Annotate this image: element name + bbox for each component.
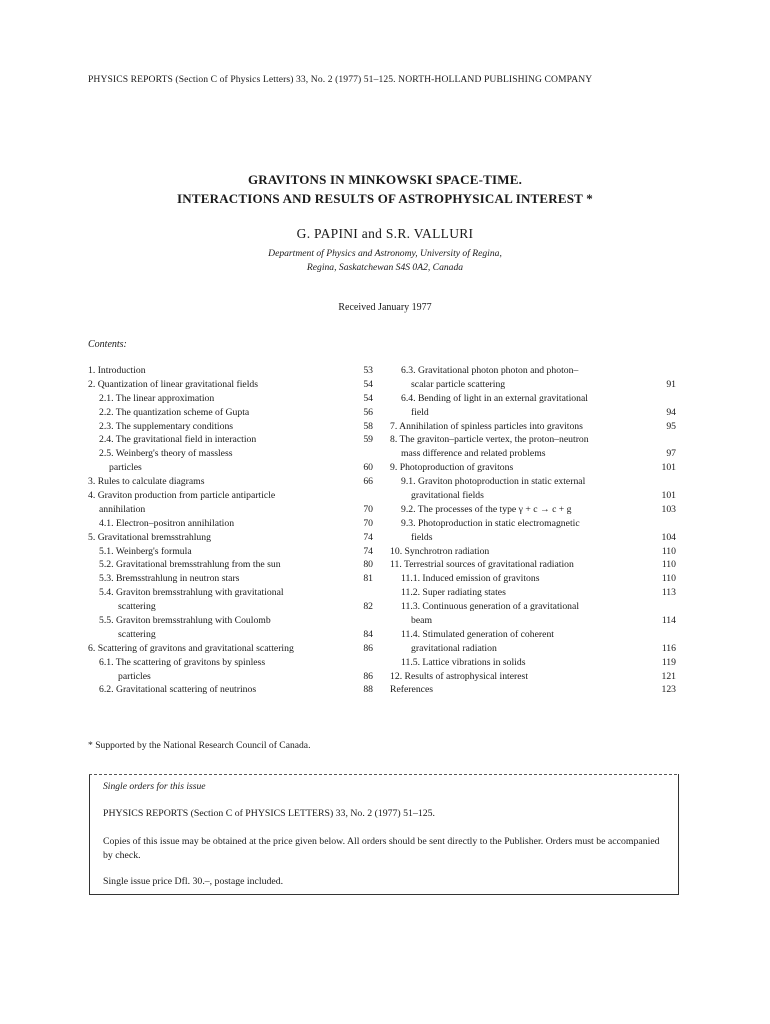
- toc-entry: [88, 670, 373, 684]
- toc-entry: [390, 586, 685, 600]
- toc-entry-title: 9. Photoproduction of gravitons: [390, 462, 514, 474]
- toc-entry: [390, 572, 685, 586]
- toc-entry-title: 7. Annihilation of spinless particles into gravitons: [390, 420, 583, 432]
- toc-entry-page: 95: [666, 420, 676, 432]
- toc-entry-page: 97: [666, 448, 676, 460]
- toc-entry: [390, 531, 685, 545]
- toc-entry-title: 11.5. Lattice vibrations in solids: [401, 656, 526, 668]
- toc-entry-title: 11.1. Induced emission of gravitons: [401, 573, 540, 585]
- order-box-price: Single issue price Dfl. 30.–, postage included.: [103, 876, 284, 887]
- toc-entry: [88, 503, 373, 517]
- toc-entry: [390, 683, 685, 697]
- toc-entry-page: 110: [661, 545, 676, 557]
- toc-entry-title: scattering: [118, 628, 156, 640]
- toc-entry-title: particles: [118, 670, 151, 682]
- toc-entry-page: 104: [661, 531, 676, 543]
- journal-header: PHYSICS REPORTS (Section C of Physics Letters) 33, No. 2 (1977) 51–125. NORTH-HOLLAND PUBLISHING COMPANY: [88, 74, 593, 85]
- toc-entry-title: 5.2. Gravitational bremsstrahlung from the sun: [99, 559, 281, 571]
- toc-entry-page: 60: [363, 462, 373, 474]
- toc-entry-page: 101: [661, 490, 676, 502]
- toc-entry-page: 91: [666, 378, 676, 390]
- toc-entry: [390, 656, 685, 670]
- toc-entry: [88, 545, 373, 559]
- toc-entry: [88, 447, 373, 461]
- toc-entry-title: beam: [411, 615, 432, 627]
- toc-entry-title: scattering: [118, 601, 156, 613]
- order-box-citation: PHYSICS REPORTS (Section C of PHYSICS LETTERS) 33, No. 2 (1977) 51–125.: [103, 808, 435, 819]
- toc-entry-title: 4.1. Electron–positron annihilation: [99, 517, 235, 529]
- toc-entry-title: gravitational fields: [411, 490, 484, 502]
- toc-entry-page: 84: [363, 628, 373, 640]
- toc-entry: [390, 503, 685, 517]
- toc-entry-page: 66: [363, 476, 373, 488]
- toc-entry-page: 59: [363, 434, 373, 446]
- toc-entry-page: 113: [661, 587, 676, 599]
- toc-entry-title: 2.3. The supplementary conditions: [99, 420, 234, 432]
- toc-entry-title: fields: [411, 531, 433, 543]
- toc-entry-title: 1. Introduction: [88, 365, 146, 376]
- toc-entry: [88, 600, 373, 614]
- toc-entry: [88, 475, 373, 489]
- toc-entry-page: 119: [661, 656, 676, 668]
- toc-entry: [390, 461, 685, 475]
- toc-entry: [390, 558, 685, 572]
- toc-entry-page: 101: [661, 462, 676, 474]
- order-box-label: Single orders for this issue: [103, 781, 206, 792]
- contents-label: Contents:: [88, 339, 127, 350]
- toc-entry-title: 9.2. The processes of the type γ + c → c + g: [401, 503, 572, 515]
- toc-entry-page: 94: [666, 406, 676, 418]
- toc-entry-page: 86: [363, 670, 373, 682]
- toc-left-column: [88, 364, 373, 697]
- toc-entry: [88, 392, 373, 406]
- toc-entry-page: 81: [363, 573, 373, 585]
- toc-entry-title: 9.3. Photoproduction in static electromagnetic: [401, 517, 580, 529]
- toc-entry: [390, 614, 685, 628]
- toc-entry-title: 11. Terrestrial sources of gravitational radiation: [390, 559, 574, 571]
- toc-entry-title: 6. Scattering of gravitons and gravitational scattering: [88, 642, 294, 654]
- toc-entry: [390, 545, 685, 559]
- toc-entry-page: 82: [363, 601, 373, 613]
- toc-entry-page: 103: [661, 503, 676, 515]
- toc-entry-title: 11.4. Stimulated generation of coherent: [401, 628, 554, 640]
- toc-entry: [88, 642, 373, 656]
- toc-entry-page: 123: [661, 684, 676, 696]
- toc-entry: [390, 489, 685, 503]
- toc-entry: [88, 489, 373, 503]
- toc-entry-title: 5.1. Weinberg's formula: [99, 545, 192, 557]
- toc-entry-page: 70: [363, 503, 373, 515]
- toc-entry-page: 114: [661, 615, 676, 627]
- toc-entry-title: 11.3. Continuous generation of a gravitational: [401, 601, 580, 613]
- toc-entry: [390, 433, 685, 447]
- toc-entry-page: 88: [363, 684, 373, 696]
- affiliation-line-2: Regina, Saskatchewan S4S 0A2, Canada: [306, 262, 464, 273]
- toc-entry-page: 53: [363, 365, 373, 376]
- authors: G. PAPINI and S.R. VALLURI: [296, 226, 474, 241]
- toc-entry-page: 110: [661, 573, 676, 585]
- toc-entry: [88, 683, 373, 697]
- toc-entry-title: 4. Graviton production from particle antiparticle: [88, 490, 276, 502]
- toc-entry: [88, 614, 373, 628]
- toc-entry: [88, 461, 373, 475]
- order-box-instructions: Copies of this issue may be obtained at the price given below. All orders should be sent directly to the Publisher. Orders must be accompanied by check.: [103, 836, 660, 861]
- toc-entry-title: 6.3. Gravitational photon photon and photon–: [401, 365, 579, 376]
- toc-entry: [88, 406, 373, 420]
- toc-entry: [390, 517, 685, 531]
- toc-entry-page: 74: [363, 531, 373, 543]
- toc-entry-page: 58: [363, 420, 373, 432]
- toc-entry-title: annihilation: [99, 503, 146, 515]
- toc-entry-page: 86: [363, 642, 373, 654]
- toc-entry-title: 8. The graviton–particle vertex, the proton–neutron: [390, 434, 589, 446]
- toc-entry-title: 2.5. Weinberg's theory of massless: [99, 448, 233, 460]
- toc-entry-title: 2.1. The linear approximation: [99, 392, 215, 404]
- toc-entry: [390, 600, 685, 614]
- toc-entry-title: 11.2. Super radiating states: [401, 587, 506, 599]
- toc-entry: [390, 628, 685, 642]
- toc-entry-title: 5. Gravitational bremsstrahlung: [88, 531, 211, 543]
- toc-entry-title: 6.4. Bending of light in an external gravitational: [401, 392, 588, 404]
- toc-entry-page: 121: [661, 670, 676, 682]
- toc-entry: [390, 420, 685, 434]
- toc-entry-title: 2.2. The quantization scheme of Gupta: [99, 406, 250, 418]
- toc-entry-title: particles: [109, 462, 142, 474]
- toc-entry: [88, 628, 373, 642]
- toc-entry-title: 10. Synchrotron radiation: [390, 545, 490, 557]
- footnote: * Supported by the National Research Council of Canada.: [88, 740, 311, 751]
- toc-entry-title: scalar particle scattering: [411, 378, 506, 390]
- toc-entry: [390, 406, 685, 420]
- toc-entry-title: 6.2. Gravitational scattering of neutrinos: [99, 684, 257, 696]
- paper-title-line-1: GRAVITONS IN MINKOWSKI SPACE-TIME.: [247, 172, 523, 187]
- toc-entry: [390, 642, 685, 656]
- toc-entry-page: 80: [363, 559, 373, 571]
- toc-entry: [88, 531, 373, 545]
- toc-entry-title: 6.1. The scattering of gravitons by spinless: [99, 656, 266, 668]
- toc-entry: [390, 364, 685, 378]
- toc-entry-title: 9.1. Graviton photoproduction in static external: [401, 476, 586, 488]
- toc-entry: [390, 392, 685, 406]
- toc-entry: [88, 433, 373, 447]
- toc-entry: [88, 364, 373, 378]
- paper-title-line-2: INTERACTIONS AND RESULTS OF ASTROPHYSICAL INTEREST *: [177, 191, 593, 206]
- toc-entry-title: 5.4. Graviton bremsstrahlung with gravitational: [99, 587, 284, 599]
- toc-entry-page: 116: [661, 642, 676, 654]
- toc-entry-title: mass difference and related problems: [401, 448, 546, 460]
- toc-entry-title: 5.3. Bremsstrahlung in neutron stars: [99, 573, 240, 585]
- toc-entry: [390, 475, 685, 489]
- toc-entry-title: 2. Quantization of linear gravitational fields: [88, 378, 259, 390]
- toc-entry: [390, 670, 685, 684]
- toc-entry-title: 12. Results of astrophysical interest: [390, 670, 529, 682]
- toc-entry: [390, 378, 685, 392]
- toc-entry-page: 70: [363, 517, 373, 529]
- toc-entry: [88, 420, 373, 434]
- toc-entry-title: field: [411, 406, 429, 418]
- toc-entry: [88, 572, 373, 586]
- toc-right-column: [390, 364, 685, 697]
- toc-entry: [88, 656, 373, 670]
- toc-entry: [88, 586, 373, 600]
- toc-entry-title: 5.5. Graviton bremsstrahlung with Coulomb: [99, 615, 271, 627]
- toc-entry-title: gravitational radiation: [411, 642, 497, 654]
- toc-entry-title: References: [390, 684, 434, 696]
- toc-entry: [390, 447, 685, 461]
- order-box-top-border: [89, 774, 677, 775]
- toc-entry-page: 54: [363, 378, 373, 390]
- received-date: Received January 1977: [338, 302, 432, 313]
- toc-entry-title: 2.4. The gravitational field in interaction: [99, 434, 257, 446]
- toc-entry-title: 3. Rules to calculate diagrams: [88, 476, 205, 488]
- toc-entry: [88, 378, 373, 392]
- toc-entry: [88, 558, 373, 572]
- toc-entry-page: 54: [363, 392, 373, 404]
- toc-entry-page: 110: [661, 559, 676, 571]
- affiliation-line-1: Department of Physics and Astronomy, University of Regina,: [268, 248, 502, 259]
- toc-entry: [88, 517, 373, 531]
- toc-entry-page: 56: [363, 406, 373, 418]
- toc-entry-page: 74: [363, 545, 373, 557]
